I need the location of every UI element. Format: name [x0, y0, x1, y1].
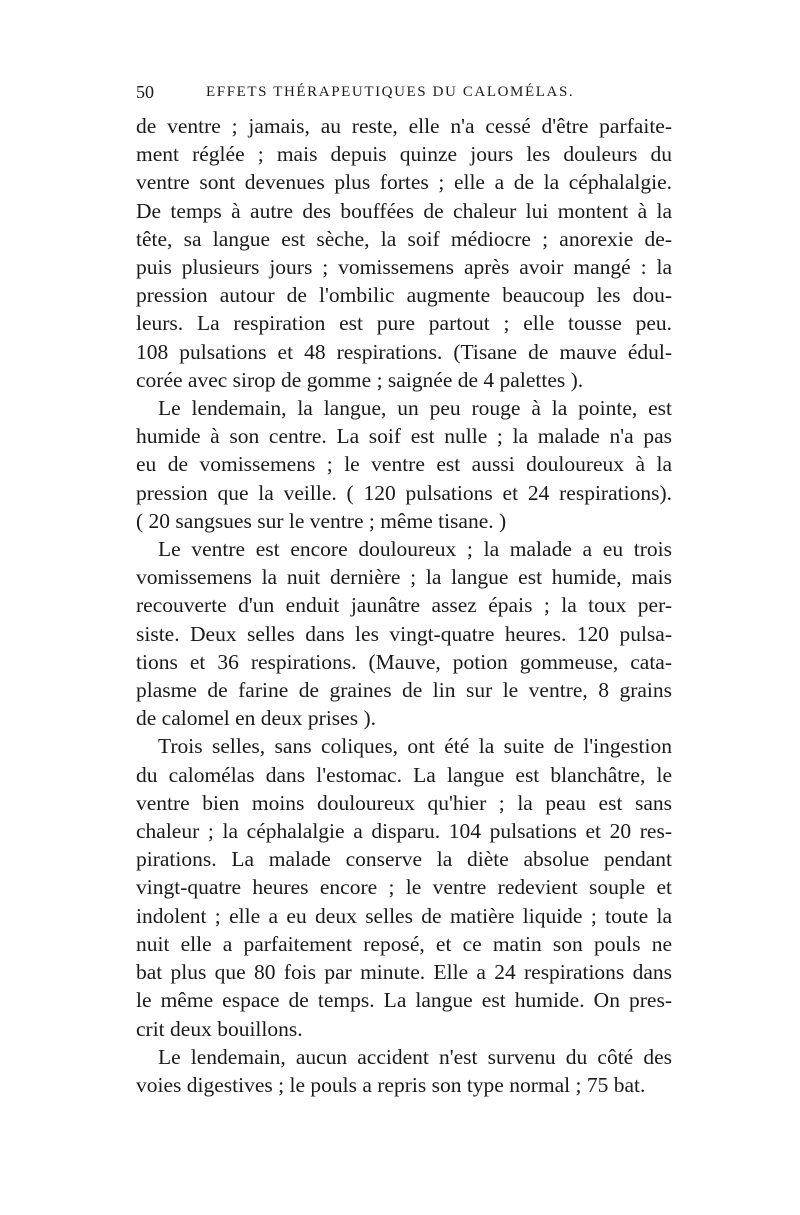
text-line: corée avec sirop de gomme ; saignée de 4 palettes ).	[136, 367, 584, 392]
text-line: chaleur ; la céphalalgie a disparu. 104 pulsations et 20 res-	[136, 819, 672, 844]
text-line: vomissemens la nuit dernière ; la langue est humide, mais	[136, 565, 672, 590]
text-line: de ventre ; jamais, au reste, elle n'a cessé d'être parfaite-	[136, 114, 672, 138]
text-line: Le lendemain, la langue, un peu rouge à la pointe, est	[158, 396, 672, 421]
text-line: bat plus que 80 fois par minute. Elle a 24 respirations dans	[136, 960, 672, 985]
text-line: puis plusieurs jours ; vomissemens après avoir mangé : la	[136, 255, 672, 280]
text-line: ( 20 sangsues sur le ventre ; même tisane. )	[136, 508, 507, 533]
text-line: 108 pulsations et 48 respirations. (Tisane de mauve édul-	[136, 339, 672, 364]
page-number: 50	[136, 82, 154, 102]
text-line: crit deux bouillons.	[136, 1016, 303, 1041]
text-line: humide à son centre. La soif est nulle ; la malade n'a pas	[136, 424, 672, 449]
running-title: EFFETS THÉRAPEUTIQUES DU CALOMÉLAS.	[206, 84, 575, 100]
text-line: voies digestives ; le pouls a repris son type normal ; 75 bat.	[136, 1072, 646, 1097]
text-line: De temps à autre des bouffées de chaleur lui montent à la	[136, 198, 672, 223]
text-line: du calomélas dans l'estomac. La langue est blanchâtre, le	[136, 762, 672, 787]
book-page	[136, 82, 672, 1099]
text-line: nuit elle a parfaitement reposé, et ce matin son pouls ne	[136, 931, 672, 956]
text-line: ventre bien moins douloureux qu'hier ; la peau est sans	[136, 790, 672, 815]
text-line: vingt-quatre heures encore ; le ventre redevient souple et	[136, 875, 672, 900]
text-line: plasme de farine de graines de lin sur le ventre, 8 grains	[136, 678, 672, 703]
paragraph	[136, 732, 672, 1042]
paragraph	[136, 112, 672, 394]
text-line: siste. Deux selles dans les vingt-quatre heures. 120 pulsa-	[136, 621, 672, 646]
body-text	[136, 112, 672, 1099]
text-line: tête, sa langue est sèche, la soif médiocre ; anorexie de-	[136, 226, 672, 251]
text-line: le même espace de temps. La langue est humide. On pres-	[136, 988, 672, 1013]
text-line: Trois selles, sans coliques, ont été la suite de l'ingestion	[158, 734, 672, 759]
text-line: indolent ; elle a eu deux selles de matière liquide ; toute la	[136, 903, 672, 928]
text-line: pirations. La malade conserve la diète absolue pendant	[136, 847, 672, 872]
text-line: de calomel en deux prises ).	[136, 706, 376, 731]
paragraph	[136, 1043, 672, 1099]
paragraph	[136, 394, 672, 535]
text-line: eu de vomissemens ; le ventre est aussi douloureux à la	[136, 452, 672, 477]
text-line: pression autour de l'ombilic augmente beaucoup les dou-	[136, 283, 672, 308]
paragraph	[136, 535, 672, 732]
text-line: ventre sont devenues plus fortes ; elle a de la céphalalgie.	[136, 170, 672, 195]
text-line: Le ventre est encore douloureux ; la malade a eu trois	[158, 537, 672, 562]
text-line: tions et 36 respirations. (Mauve, potion gommeuse, cata-	[136, 649, 672, 674]
text-line: leurs. La respiration est pure partout ; elle tousse peu.	[136, 311, 672, 336]
text-line: ment réglée ; mais depuis quinze jours les douleurs du	[136, 142, 672, 167]
page-header	[136, 82, 672, 110]
text-line: recouverte d'un enduit jaunâtre assez épais ; la toux per-	[136, 593, 672, 618]
text-line: Le lendemain, aucun accident n'est survenu du côté des	[158, 1044, 672, 1069]
text-line: pression que la veille. ( 120 pulsations et 24 respirations).	[136, 480, 672, 505]
